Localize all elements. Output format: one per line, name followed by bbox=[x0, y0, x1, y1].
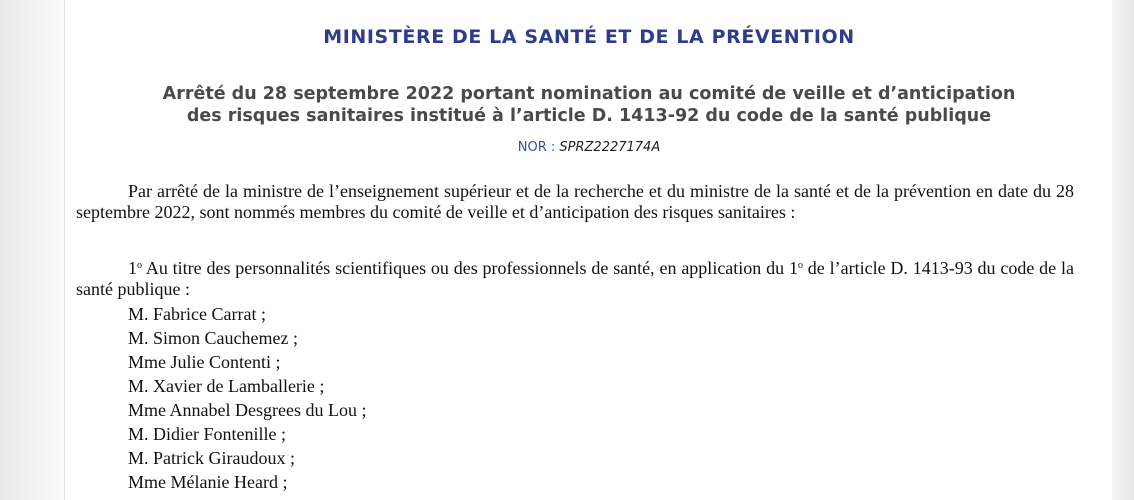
list-item: M. Patrick Giraudoux ; bbox=[128, 448, 295, 468]
decree-title-line-1: Arrêté du 28 septembre 2022 portant nomination au comité de veille et d’anticipation bbox=[162, 84, 1016, 104]
ministry-heading: MINISTÈRE DE LA SANTÉ ET DE LA PRÉVENTION bbox=[323, 26, 855, 48]
section-1-text-a: Au titre des personnalités scientifiques ou des professionnels de santé, en application du 1 bbox=[142, 258, 798, 278]
list-item: M. Xavier de Lamballerie ; bbox=[128, 376, 325, 396]
section-1-article-degree: o bbox=[797, 260, 803, 271]
list-item: M. Didier Fontenille ; bbox=[128, 424, 286, 444]
section-1-paragraph bbox=[76, 255, 1074, 300]
page-right-margin bbox=[1112, 0, 1134, 500]
list-item: M. Fabrice Carrat ; bbox=[128, 304, 266, 324]
nor-code: SPRZ2227174A bbox=[559, 140, 661, 155]
list-item: Mme Julie Contenti ; bbox=[128, 352, 281, 372]
list-item: M. Simon Cauchemez ; bbox=[128, 328, 298, 348]
page-left-margin bbox=[0, 0, 65, 500]
intro-paragraph: Par arrêté de la ministre de l’enseignement supérieur et de la recherche et du ministre de la santé et de la prévention en date du 28 septembre 2022, sont nommés membres du comité de veille et d’anticipation des risques sanitaires : bbox=[76, 181, 1074, 222]
list-item: Mme Mélanie Heard ; bbox=[128, 472, 288, 492]
decree-title bbox=[66, 83, 1112, 127]
section-1-degree: o bbox=[137, 260, 142, 271]
document-page bbox=[66, 0, 1112, 500]
list-item: Mme Annabel Desgrees du Lou ; bbox=[128, 400, 367, 420]
decree-title-line-2: des risques sanitaires institué à l’article D. 1413-92 du code de la santé publique bbox=[186, 106, 992, 126]
section-1-text-b: de l’article D. 1413-93 du code de la santé publique : bbox=[76, 258, 1074, 299]
members-list bbox=[128, 302, 366, 494]
nor-reference bbox=[66, 140, 1112, 155]
section-1-number: 1 bbox=[128, 258, 137, 278]
nor-label: NOR : bbox=[517, 140, 556, 155]
